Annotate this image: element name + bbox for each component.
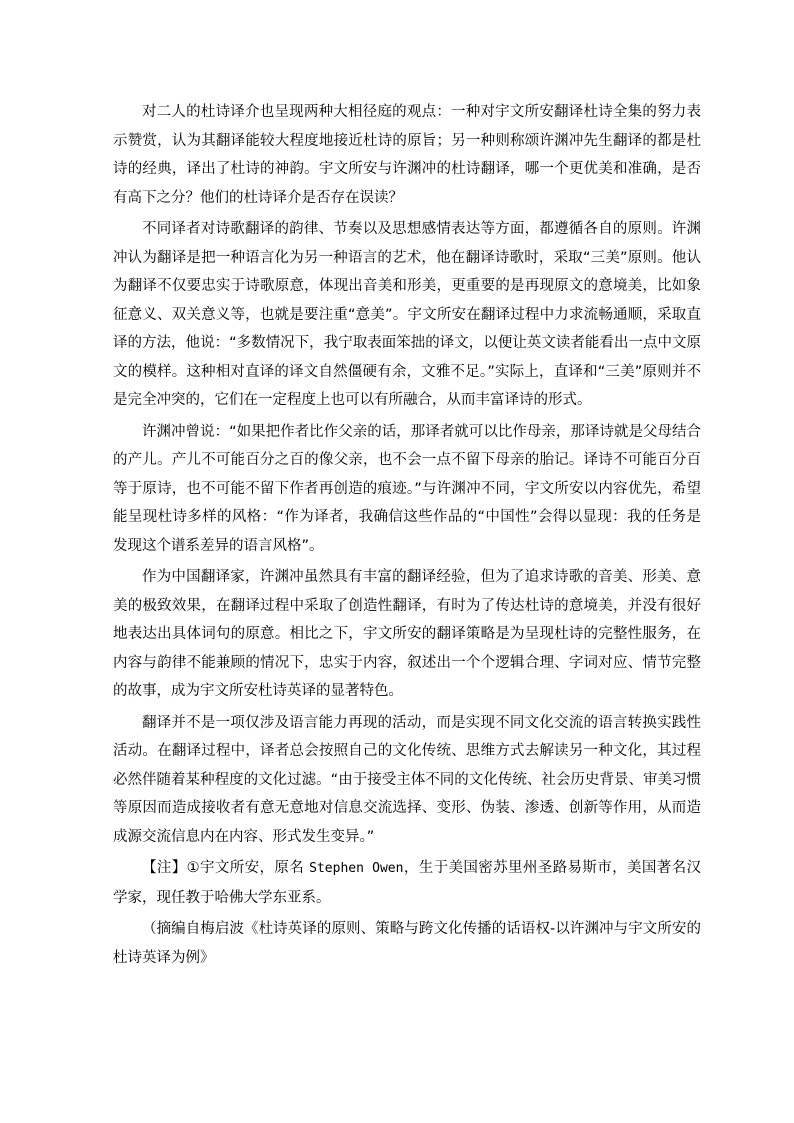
footnote-prefix: 【注】①宇文所安，原名 (142, 860, 310, 876)
paragraph-4: 作为中国翻译家，许渊冲虽然具有丰富的翻译经验，但为了追求诗歌的音美、形美、意美的极致效果，在翻译过程中采取了创造性翻译，有时为了传达杜诗的意境美，并没有很好地表达出具体词句的原意。相比之下，宇文所安的翻译策略是为呈现杜诗的完整性服务，在内容与韵律不能兼顾的情况下，忠实于内容，叙述出一个个逻辑合理、字词对应、情节完整的故事，成为宇文所安杜诗英译的显著特色。 (113, 569, 701, 699)
footnote-english-name: Stephen Owen (309, 861, 404, 876)
paragraph-5: 翻译并不是一项仅涉及语言能力再现的活动，而是实现不同文化交流的语言转换实践性活动。在翻译过程中，译者总会按照自己的文化传统、思维方式去解读另一种文化，其过程必然伴随着某种程度的文化过滤。“由于接受主体不同的文化传统、社会历史背景、审美习惯等原因而造成接收者有意无意地对信息交流选择、变形、伪装、渗透、创新等作用，从而造成源交流信息内在内容、形式发生变异。” (113, 714, 701, 845)
paragraph-3: 许渊冲曾说：“如果把作者比作父亲的话，那译者就可以比作母亲，那译诗就是父母结合的产儿。产儿不可能百分之百的像父亲，也不会一点不留下母亲的胎记。译诗不可能百分百等于原诗，也不可能不留下作者再创造的痕迹。”与许渊冲不同，宇文所安以内容优先，希望能呈现杜诗多样的风格：“作为译者，我确信这些作品的“中国性”会得以显现：我的任务是发现这个谱系差异的语言风格”。 (113, 423, 701, 554)
footnote-suffix: ，生于美国密苏里州圣路易斯市，美国著名汉学家，现任教于哈佛大学东亚系。 (113, 860, 702, 906)
document-body (113, 98, 701, 972)
source-citation: （摘编自梅启波《杜诗英译的原则、策略与跨文化传播的话语权-以许渊冲与宇文所安的杜诗英译为例》 (113, 921, 701, 966)
paragraph-2: 不同译者对诗歌翻译的韵律、节奏以及思想感情表达等方面，都遵循各自的原则。许渊冲认为翻译是把一种语言化为另一种语言的艺术，他在翻译诗歌时，采取“三美”原则。他认为翻译不仅要忠实于诗歌原意，体现出音美和形美，更重要的是再现原文的意境美，比如象征意义、双关意义等，也就是要注重“意美”。宇文所安在翻译过程中力求流畅通顺，采取直译的方法，他说：“多数情况下，我宁取表面笨拙的译文，以便让英文读者能看出一点中文原文的模样。这种相对直译的译文自然僵硬有余，文雅不足。”实际上，直译和“三美”原则并不是完全冲突的，它们在一定程度上也可以有所融合，从而丰富译诗的形式。 (113, 221, 701, 408)
footnote (113, 854, 701, 912)
paragraph-1: 对二人的杜诗译介也呈现两种大相径庭的观点：一种对宇文所安翻译杜诗全集的努力表示赞赏，认为其翻译能较大程度地接近杜诗的原旨；另一种则称颂许渊冲先生翻译的都是杜诗的经典，译出了杜诗的神韵。宇文所安与许渊冲的杜诗翻译，哪一个更优美和准确，是否有高下之分？他们的杜诗译介是否存在误读？ (113, 104, 701, 206)
